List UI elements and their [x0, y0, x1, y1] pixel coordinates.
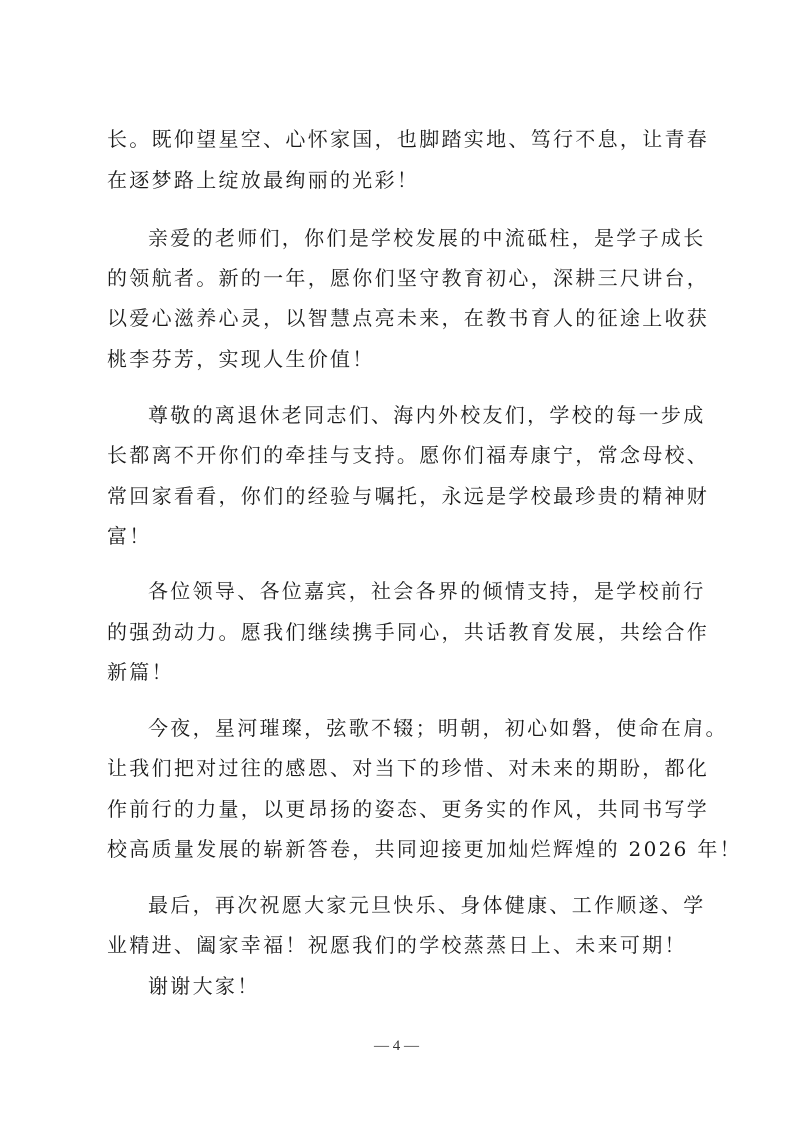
text-line: 的强劲动力。愿我们继续携手同心，共话教育发展，共绘合作 [107, 620, 710, 644]
text-line: 亲爱的老师们，你们是学校发展的中流砥柱，是学子成长 [148, 226, 706, 250]
text-line: 长。既仰望星空、心怀家国，也脚踏实地、笃行不息，让青春 [107, 127, 710, 151]
text-line: 桃李芬芳，实现人生价值！ [107, 347, 375, 371]
text-line: 今夜，星河璀璨，弦歌不辍；明朝，初心如磐，使命在肩。 [148, 716, 728, 740]
page-number: — 4 — [374, 1038, 419, 1054]
text-line: 业精进、阖家幸福！祝愿我们的学校蒸蒸日上、未来可期！ [107, 933, 687, 957]
text-line: 常回家看看，你们的经验与嘱托，永远是学校最珍贵的精神财 [107, 484, 710, 508]
text-line: 在逐梦路上绽放最绚丽的光彩！ [107, 168, 420, 192]
text-line: 新篇！ [107, 660, 174, 684]
text-line: 长都离不开你们的牵挂与支持。愿你们福寿康宁，常念母校、 [107, 443, 710, 467]
text-line: 以爱心滋养心灵，以智慧点亮未来，在教书育人的征途上收获 [107, 306, 710, 330]
text-line: 作前行的力量，以更昂扬的姿态、更务实的作风，共同书写学 [107, 797, 710, 821]
text-line: 校高质量发展的崭新答卷，共同迎接更加灿烂辉煌的 2026 年！ [107, 837, 742, 861]
text-line: 让我们把对过往的感恩、对当下的珍惜、对未来的期盼，都化 [107, 756, 710, 780]
text-line: 尊敬的离退休老同志们、海内外校友们，学校的每一步成 [148, 403, 706, 427]
text-line: 各位领导、各位嘉宾，社会各界的倾情支持，是学校前行 [148, 579, 706, 603]
text-line: 谢谢大家！ [148, 974, 260, 998]
text-line: 富！ [107, 524, 152, 548]
text-line: 最后，再次祝愿大家元旦快乐、身体健康、工作顺遂、学 [148, 893, 706, 917]
text-line: 的领航者。新的一年，愿你们坚守教育初心，深耕三尺讲台， [107, 266, 710, 290]
